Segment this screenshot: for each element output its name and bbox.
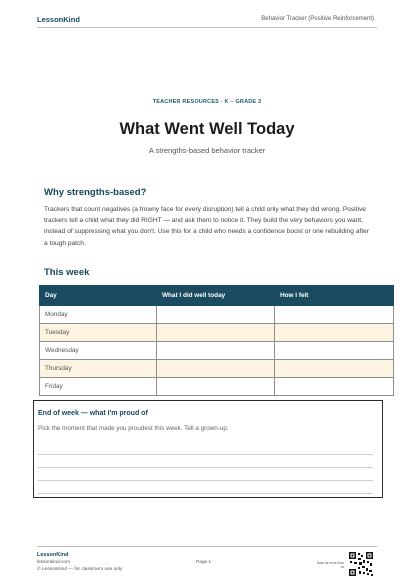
footer-brand: LessonKind <box>37 552 69 558</box>
day-cell: Monday <box>40 306 157 324</box>
why-body: Trackers that count negatives (a frowny face for every disruption) tell a child only what they did wrong. Positive trackers tell a child what they did RIGHT — and ask them to notice it. They build the very behaviors you want, instead of suppressing what you don't. Use this for a child who needs a confidence boost or one rebuilding after a tough patch. <box>44 206 369 247</box>
table-row <box>40 342 394 360</box>
column-header-felt: How I felt <box>275 286 394 306</box>
footer-site: lessonkind.com <box>37 560 71 565</box>
did-well-cell[interactable] <box>157 342 275 360</box>
header-divider <box>37 27 377 28</box>
week-table <box>39 285 394 396</box>
page-subtitle: A strengths-based behavior tracker <box>148 146 266 155</box>
day-cell: Tuesday <box>40 324 157 342</box>
day-cell: Wednesday <box>40 342 157 360</box>
week-heading: This week <box>44 267 90 278</box>
eyebrow-label: TEACHER RESOURCES · K – GRADE 3 <box>152 99 262 105</box>
proud-prompt: Pick the moment that made you proudest this week. Tell a grown-up. <box>38 425 229 432</box>
writing-line[interactable] <box>38 480 373 481</box>
table-row <box>40 324 394 342</box>
footer-divider <box>37 546 377 547</box>
table-row <box>40 306 394 324</box>
felt-cell[interactable] <box>275 306 394 324</box>
day-cell: Thursday <box>40 360 157 378</box>
did-well-cell[interactable] <box>157 378 275 396</box>
table-row <box>40 378 394 396</box>
felt-cell[interactable] <box>275 360 394 378</box>
footer-copyright: © LessonKind — for classroom use only <box>37 567 123 572</box>
writing-line[interactable] <box>38 467 373 468</box>
felt-cell[interactable] <box>275 378 394 396</box>
writing-line[interactable] <box>38 454 373 455</box>
page-title: What Went Well Today <box>119 120 295 138</box>
writing-line[interactable] <box>38 493 373 494</box>
felt-cell[interactable] <box>275 324 394 342</box>
day-cell: Friday <box>40 378 157 396</box>
proud-title: End of week — what I'm proud of <box>38 410 148 417</box>
proud-box <box>33 400 383 498</box>
did-well-cell[interactable] <box>157 306 275 324</box>
table-row <box>40 360 394 378</box>
page-header <box>0 0 414 30</box>
did-well-cell[interactable] <box>157 360 275 378</box>
column-header-day: Day <box>40 286 157 306</box>
felt-cell[interactable] <box>275 342 394 360</box>
table-header-row <box>40 286 394 306</box>
why-heading: Why strengths-based? <box>44 187 147 198</box>
did-well-cell[interactable] <box>157 324 275 342</box>
column-header-did-well: What I did well today <box>157 286 275 306</box>
header-brand: LessonKind <box>37 15 80 24</box>
footer-page-number: Page 1 <box>196 560 212 565</box>
qr-code-icon <box>348 551 374 577</box>
footer-scan-text: Scan for more from us <box>316 561 344 569</box>
header-doc-type: Behavior Tracker (Positive Reinforcement) <box>261 16 374 22</box>
